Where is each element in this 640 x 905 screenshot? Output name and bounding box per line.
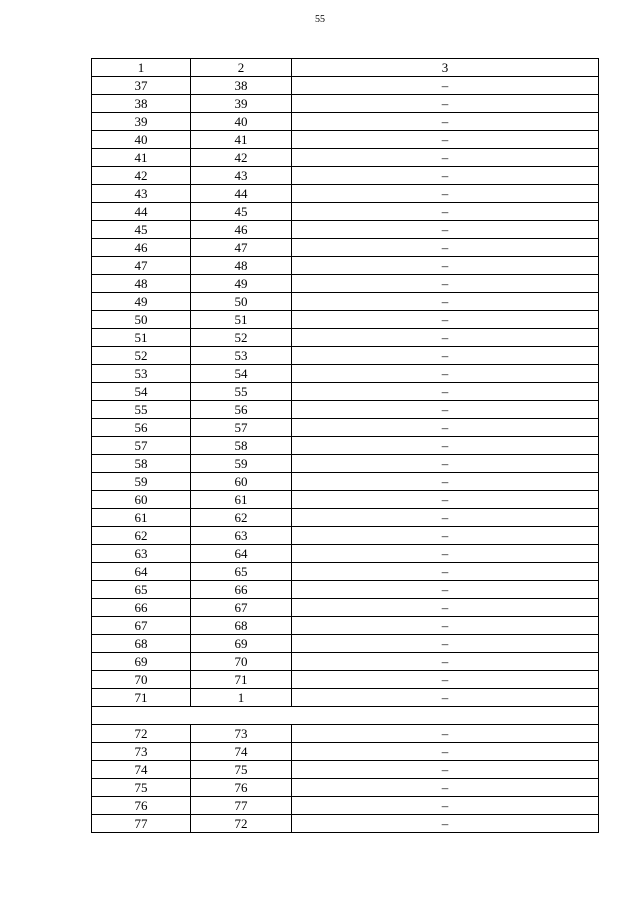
table-cell: –: [292, 347, 599, 365]
table-row: [92, 545, 599, 563]
table-row: [92, 689, 599, 707]
table-cell: –: [292, 599, 599, 617]
table-row: [92, 293, 599, 311]
table-row: [92, 203, 599, 221]
table-cell: 75: [92, 779, 191, 797]
table-cell: 52: [191, 329, 292, 347]
table-cell: 42: [92, 167, 191, 185]
table-cell: 53: [92, 365, 191, 383]
table-cell: –: [292, 581, 599, 599]
table-cell: 50: [191, 293, 292, 311]
table-cell: –: [292, 761, 599, 779]
table-cell: –: [292, 419, 599, 437]
header-row: [92, 59, 599, 77]
table-cell: –: [292, 509, 599, 527]
table-row: [92, 437, 599, 455]
table-cell: 49: [191, 275, 292, 293]
table-cell: –: [292, 743, 599, 761]
table-cell: 71: [191, 671, 292, 689]
table-cell: 77: [191, 797, 292, 815]
table-cell: 56: [191, 401, 292, 419]
table-cell: 45: [92, 221, 191, 239]
table-cell: 66: [191, 581, 292, 599]
table-cell: 68: [92, 635, 191, 653]
table-cell: –: [292, 329, 599, 347]
table-row: [92, 563, 599, 581]
table-cell: 46: [191, 221, 292, 239]
table-row: [92, 491, 599, 509]
table-cell: 37: [92, 77, 191, 95]
table-row: [92, 113, 599, 131]
table-cell: 69: [191, 635, 292, 653]
table-cell: 54: [191, 365, 292, 383]
table-cell: 65: [191, 563, 292, 581]
table-cell: 77: [92, 815, 191, 833]
table-cell: 43: [191, 167, 292, 185]
table-cell: 73: [191, 725, 292, 743]
table-cell: –: [292, 437, 599, 455]
table-cell: –: [292, 203, 599, 221]
table-cell: –: [292, 491, 599, 509]
table-cell: 73: [92, 743, 191, 761]
table-cell: 47: [92, 257, 191, 275]
table-cell: 55: [191, 383, 292, 401]
table-cell: 71: [92, 689, 191, 707]
table-cell: 54: [92, 383, 191, 401]
table-row: [92, 527, 599, 545]
table-cell: 76: [191, 779, 292, 797]
table-row: [92, 221, 599, 239]
table-cell: –: [292, 671, 599, 689]
table-row: [92, 797, 599, 815]
column-header: 1: [92, 59, 191, 77]
table-cell: –: [292, 293, 599, 311]
table-cell: 74: [92, 761, 191, 779]
table-cell: –: [292, 77, 599, 95]
table-cell: 49: [92, 293, 191, 311]
table-cell: 57: [191, 419, 292, 437]
table-cell: –: [292, 257, 599, 275]
table-cell: 41: [191, 131, 292, 149]
table-row: [92, 671, 599, 689]
table-cell: 62: [92, 527, 191, 545]
table-row: [92, 149, 599, 167]
table-cell: 44: [92, 203, 191, 221]
table-cell: –: [292, 113, 599, 131]
table-cell: 39: [92, 113, 191, 131]
table-row: [92, 275, 599, 293]
table-cell: –: [292, 221, 599, 239]
table-cell: 48: [191, 257, 292, 275]
table-body: [92, 77, 599, 833]
table-cell: 41: [92, 149, 191, 167]
table-cell: –: [292, 401, 599, 419]
table-cell: –: [292, 815, 599, 833]
table-cell: 66: [92, 599, 191, 617]
column-header: 2: [191, 59, 292, 77]
table-cell: 52: [92, 347, 191, 365]
table-cell: 38: [92, 95, 191, 113]
table-cell: –: [292, 239, 599, 257]
table-cell: 57: [92, 437, 191, 455]
table-cell: 64: [191, 545, 292, 563]
table-cell: 59: [191, 455, 292, 473]
table-row: [92, 329, 599, 347]
table-cell: 48: [92, 275, 191, 293]
table-row: [92, 779, 599, 797]
table-cell: –: [292, 563, 599, 581]
table-row: [92, 635, 599, 653]
table-cell: 55: [92, 401, 191, 419]
data-table: [91, 58, 599, 833]
table-cell: –: [292, 635, 599, 653]
table-row: [92, 185, 599, 203]
table-cell: –: [292, 383, 599, 401]
table-row: [92, 599, 599, 617]
table-row: [92, 77, 599, 95]
table-cell: –: [292, 275, 599, 293]
table-row: [92, 761, 599, 779]
table-cell: –: [292, 95, 599, 113]
spacer-cell: [92, 707, 599, 725]
table-row: [92, 725, 599, 743]
table-row: [92, 455, 599, 473]
table-cell: 50: [92, 311, 191, 329]
table-row: [92, 815, 599, 833]
table-cell: 75: [191, 761, 292, 779]
table-cell: 51: [191, 311, 292, 329]
table-cell: –: [292, 617, 599, 635]
table-cell: 63: [92, 545, 191, 563]
table-cell: 70: [92, 671, 191, 689]
table-cell: –: [292, 797, 599, 815]
table-cell: 45: [191, 203, 292, 221]
table-cell: 40: [92, 131, 191, 149]
table-cell: –: [292, 473, 599, 491]
table-cell: 1: [191, 689, 292, 707]
table-cell: 74: [191, 743, 292, 761]
table-row: [92, 347, 599, 365]
table-cell: 42: [191, 149, 292, 167]
table-row: [92, 167, 599, 185]
table-cell: 51: [92, 329, 191, 347]
table-cell: 59: [92, 473, 191, 491]
table-row: [92, 473, 599, 491]
table-row: [92, 365, 599, 383]
table-cell: –: [292, 455, 599, 473]
table-cell: –: [292, 149, 599, 167]
table-cell: –: [292, 545, 599, 563]
table-cell: 44: [191, 185, 292, 203]
table-cell: 62: [191, 509, 292, 527]
table-cell: –: [292, 725, 599, 743]
table-cell: 60: [191, 473, 292, 491]
table-cell: 67: [92, 617, 191, 635]
table-row: [92, 653, 599, 671]
table-cell: 43: [92, 185, 191, 203]
table-cell: 46: [92, 239, 191, 257]
spacer-row: [92, 707, 599, 725]
table-cell: 76: [92, 797, 191, 815]
table-cell: 72: [92, 725, 191, 743]
table-row: [92, 383, 599, 401]
table-row: [92, 581, 599, 599]
table-cell: 65: [92, 581, 191, 599]
table-row: [92, 743, 599, 761]
table-cell: 63: [191, 527, 292, 545]
table-row: [92, 419, 599, 437]
table-row: [92, 95, 599, 113]
table-cell: 56: [92, 419, 191, 437]
table-cell: 40: [191, 113, 292, 131]
table-cell: 58: [92, 455, 191, 473]
table-row: [92, 617, 599, 635]
table-cell: –: [292, 185, 599, 203]
table-cell: 64: [92, 563, 191, 581]
table-row: [92, 401, 599, 419]
page-number: 55: [315, 14, 325, 25]
table-row: [92, 509, 599, 527]
table-cell: –: [292, 365, 599, 383]
table-cell: –: [292, 653, 599, 671]
table-cell: 58: [191, 437, 292, 455]
table-row: [92, 131, 599, 149]
table-cell: 70: [191, 653, 292, 671]
table-cell: 67: [191, 599, 292, 617]
table-cell: 60: [92, 491, 191, 509]
table-cell: 68: [191, 617, 292, 635]
table-cell: –: [292, 689, 599, 707]
table-cell: 47: [191, 239, 292, 257]
table-row: [92, 257, 599, 275]
table-cell: –: [292, 131, 599, 149]
table-cell: 72: [191, 815, 292, 833]
table-cell: 61: [92, 509, 191, 527]
table-cell: –: [292, 527, 599, 545]
table-cell: 53: [191, 347, 292, 365]
table-row: [92, 311, 599, 329]
column-header: 3: [292, 59, 599, 77]
table-cell: 69: [92, 653, 191, 671]
table-cell: 61: [191, 491, 292, 509]
table-cell: 38: [191, 77, 292, 95]
table-row: [92, 239, 599, 257]
table-cell: –: [292, 311, 599, 329]
table-cell: 39: [191, 95, 292, 113]
table-cell: –: [292, 779, 599, 797]
table-cell: –: [292, 167, 599, 185]
